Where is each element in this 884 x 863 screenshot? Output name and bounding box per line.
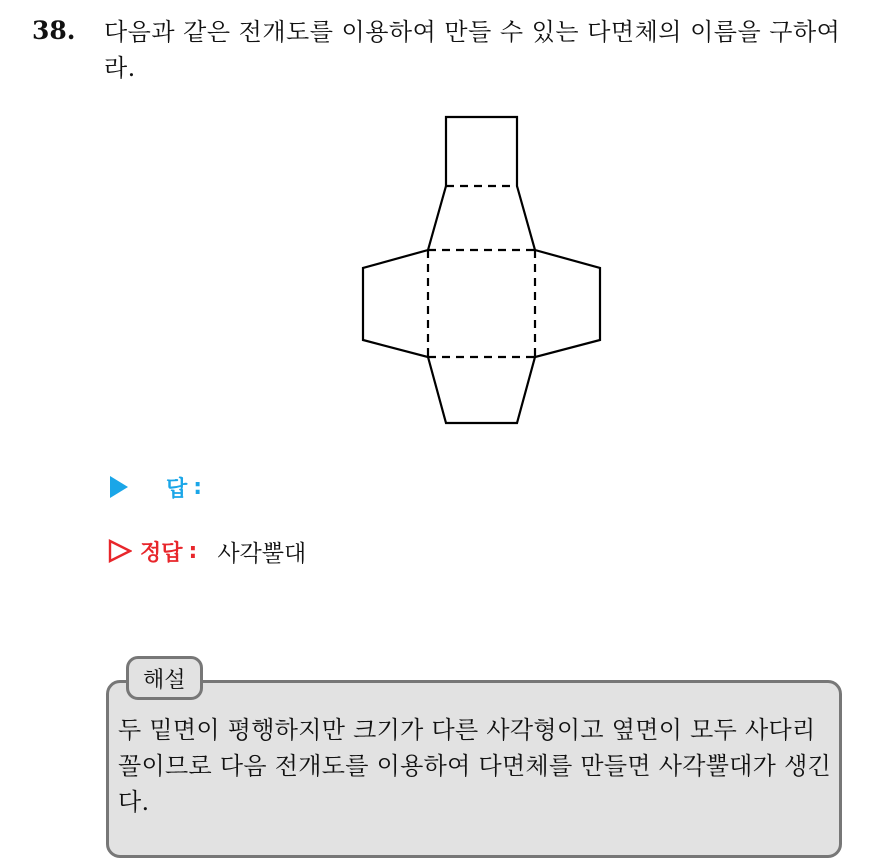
answer-label: 답 [166, 476, 188, 502]
correct-answer-label: 정답 [140, 540, 183, 566]
play-triangle-icon [110, 476, 128, 498]
explanation-text: 두 밑면이 평행하지만 크기가 다른 사각형이고 옆면이 모두 사다리꼴이므로 다음 전개도를 이용하여 다면체를 만들면 사각뿔대가 생긴다. [118, 716, 832, 816]
correct-answer-value: 사각뿔대 [217, 540, 307, 567]
question-number: 38. [32, 16, 76, 45]
outline-triangle-icon [108, 539, 132, 563]
answer-colon: : [193, 474, 203, 500]
explanation-tab: 해설 [126, 656, 203, 700]
question-text: 다음과 같은 전개도를 이용하여 만들 수 있는 다면체의 이름을 구하여라. [104, 18, 841, 82]
answer-row [108, 472, 202, 502]
correct-answer-colon: : [188, 538, 198, 564]
correct-answer-row [108, 535, 306, 567]
net-outline [363, 117, 600, 423]
